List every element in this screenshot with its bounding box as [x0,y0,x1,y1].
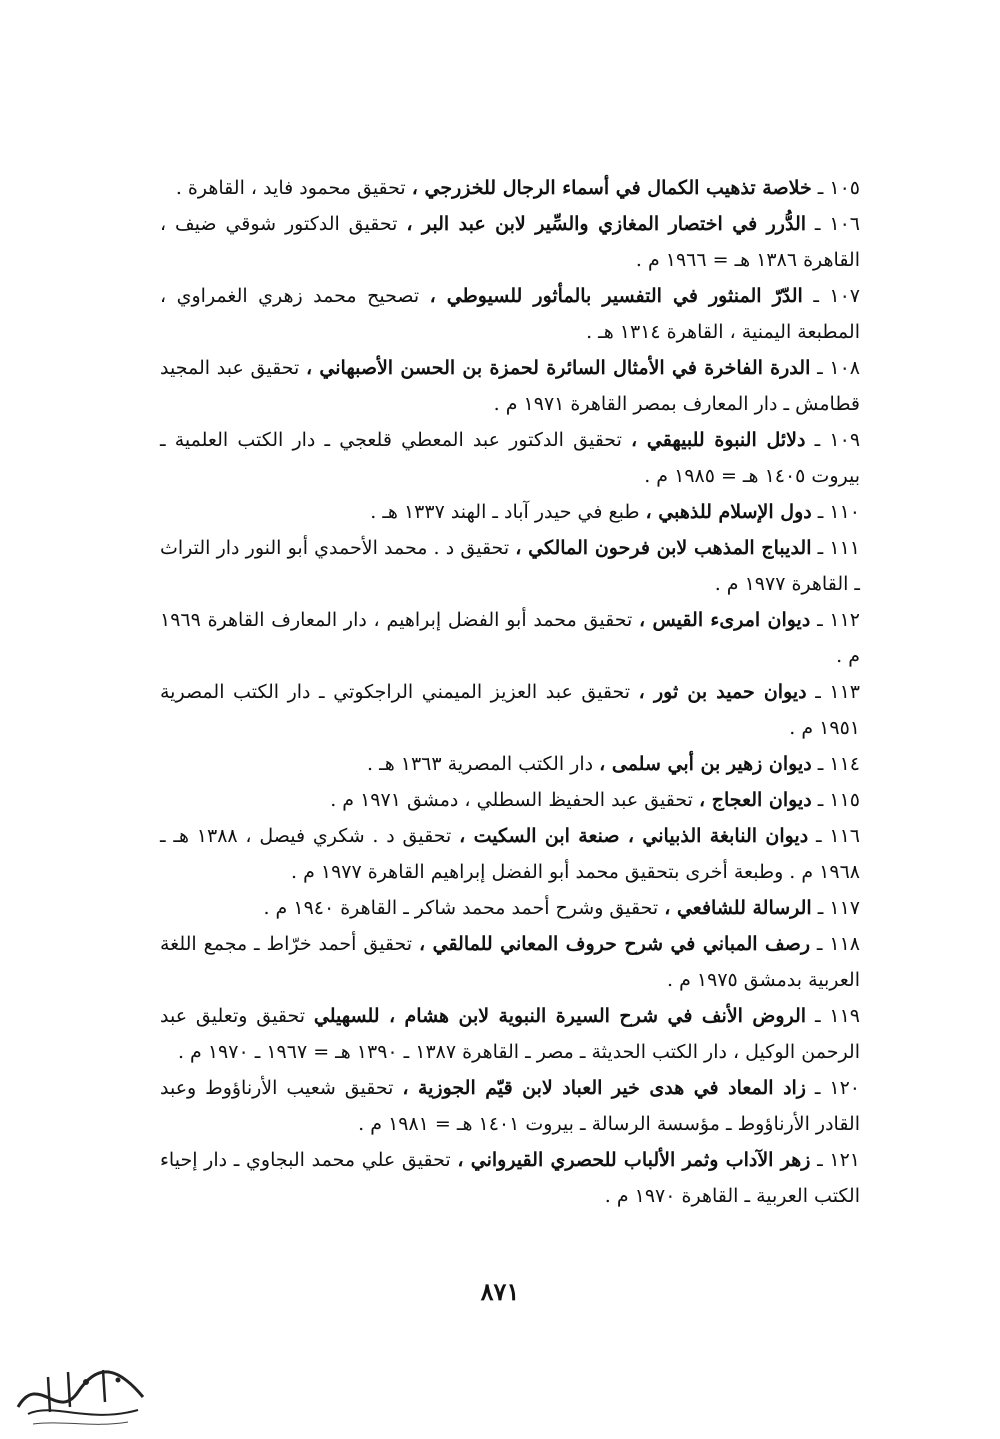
bibliography-entry [160,278,860,350]
bibliography-entry [160,1142,860,1214]
bibliography-entry [160,350,860,422]
entry-details: تحقيق محمود فايد ، القاهرة . [175,177,412,199]
entry-number: ١٠٨ ـ [817,357,861,379]
entry-number: ١١٣ ـ [815,681,860,703]
entry-title: الروض الأنف في شرح السيرة النبوية لابن هشام ، للسهيلي [313,1005,807,1027]
bibliography-entry [160,782,860,818]
entry-details: تحقيق وشرح أحمد محمد شاكر ـ القاهرة ١٩٤٠ م . [263,897,665,919]
entry-title: ديوان حميد بن ثور ، [638,681,807,703]
entry-title: ديوان زهير بن أبي سلمى ، [599,753,812,775]
entry-number: ١١٩ ـ [814,1005,861,1027]
entry-number: ١١١ ـ [817,537,861,559]
entry-number: ١١٠ ـ [817,501,860,523]
entry-details: طبع في حيدر آباد ـ الهند ١٣٣٧ هـ . [370,501,646,523]
bibliography-list [160,170,860,1214]
entry-title: زهر الآداب وثمر الألباب للحصري القيرواني ، [457,1149,811,1171]
entry-number: ١١٨ ـ [816,933,861,955]
bibliography-entry [160,422,860,494]
entry-details: تحقيق عبد الحفيظ السطلي ، دمشق ١٩٧١ م . [330,789,699,811]
entry-details: تحقيق شعيب الأرناؤوط وعبد القادر الأرناؤوط ـ مؤسسة الرسالة ـ بيروت ١٤٠١ هـ = ١٩٨١ م . [160,1077,860,1135]
bibliography-entry [160,602,860,674]
entry-title: الرسالة للشافعي ، [664,897,812,919]
entry-number: ١١٧ ـ [817,897,860,919]
bibliography-entry [160,818,860,890]
page-number: ٨٧١ [480,1277,520,1306]
entry-title: الدرة الفاخرة في الأمثال السائرة لحمزة بن الحسن الأصبهاني ، [306,357,811,379]
bibliography-entry [160,746,860,782]
entry-title: ديوان امرىء القيس ، [639,609,811,631]
entry-details: تحقيق عبد العزيز الميمني الراجكوتي ـ دار الكتب المصرية ١٩٥١ م . [160,681,860,739]
entry-title: زاد المعاد في هدى خير العباد لابن قيّم الجوزية ، [402,1077,806,1099]
entry-details: دار الكتب المصرية ١٣٦٣ هـ . [367,753,600,775]
bibliography-entry [160,530,860,602]
entry-details: تحقيق عبد المجيد قطامش ـ دار المعارف بمصر القاهرة ١٩٧١ م . [160,357,860,415]
entry-details: تحقيق أحمد خرّاط ـ مجمع اللغة العربية بدمشق ١٩٧٥ م . [160,933,860,991]
entry-number: ١٠٦ ـ [814,213,860,235]
entry-title: خلاصة تذهيب الكمال في أسماء الرجال للخزرجي ، [411,177,812,199]
entry-details: تحقيق علي محمد البجاوي ـ دار إحياء الكتب العربية ـ القاهرة ١٩٧٠ م . [160,1149,860,1207]
entry-number: ١١٤ ـ [817,753,860,775]
entry-title: دول الإسلام للذهبي ، [645,501,812,523]
bibliography-entry [160,170,860,206]
entry-details: تحقيق د . شكري فيصل ، ١٣٨٨ هـ ـ ١٩٦٨ م . وطبعة أخرى بتحقيق محمد أبو الفضل إبراهيم القاهرة ١٩٧٧ م . [160,825,860,883]
entry-title: دلائل النبوة للبيهقي ، [631,429,806,451]
entry-title: الديباج المذهب لابن فرحون المالكي ، [515,537,812,559]
entry-title: الدّرّ المنثور في التفسير بالمأثور للسيوطي ، [429,285,803,307]
entry-details: تحقيق وتعليق عبد الرحمن الوكيل ، دار الكتب الحديثة ـ مصر ـ القاهرة ١٣٨٧ ـ ١٣٩٠ هـ = ١٩٦٧ ـ ١٩٧٠ م . [160,1005,860,1063]
entry-details: تصحيح محمد زهري الغمراوي ، المطبعة اليمنية ، القاهرة ١٣١٤ هـ . [160,285,860,343]
entry-number: ١٢١ ـ [817,1149,861,1171]
entry-title: ديوان العجاج ، [699,789,812,811]
bibliography-entry [160,926,860,998]
entry-details: تحقيق د . محمد الأحمدي أبو النور دار التراث ـ القاهرة ١٩٧٧ م . [160,537,860,595]
entry-details: تحقيق محمد أبو الفضل إبراهيم ، دار المعارف القاهرة ١٩٦٩ م . [160,609,860,667]
entry-number: ١١٢ ـ [817,609,861,631]
stamp-graphic [8,1352,158,1432]
calligraphy-stamp-icon [8,1352,158,1432]
bibliography-entry [160,1070,860,1142]
bibliography-entry [160,494,860,530]
entry-title: ديوان النابغة الذبياني ، صنعة ابن السكيت ، [459,825,809,847]
bibliography-entry [160,998,860,1070]
entry-number: ١١٥ ـ [817,789,860,811]
entry-title: رصف المباني في شرح حروف المعاني للمالقي ، [419,933,811,955]
entry-number: ١٢٠ ـ [814,1077,860,1099]
entry-number: ١١٦ ـ [816,825,860,847]
entry-title: الدُّرر في اختصار المغازي والسِّير لابن عبد البر ، [406,213,807,235]
entry-details: تحقيق الدكتور شوقي ضيف ، القاهرة ١٣٨٦ هـ = ١٩٦٦ م . [160,213,860,271]
entry-number: ١٠٥ ـ [817,177,860,199]
bibliography-entry [160,674,860,746]
bibliography-entry [160,206,860,278]
entry-details: تحقيق الدكتور عبد المعطي قلعجي ـ دار الكتب العلمية ـ بيروت ١٤٠٥ هـ = ١٩٨٥ م . [160,429,860,487]
entry-number: ١٠٩ ـ [814,429,861,451]
entry-number: ١٠٧ ـ [813,285,860,307]
bibliography-entry [160,890,860,926]
